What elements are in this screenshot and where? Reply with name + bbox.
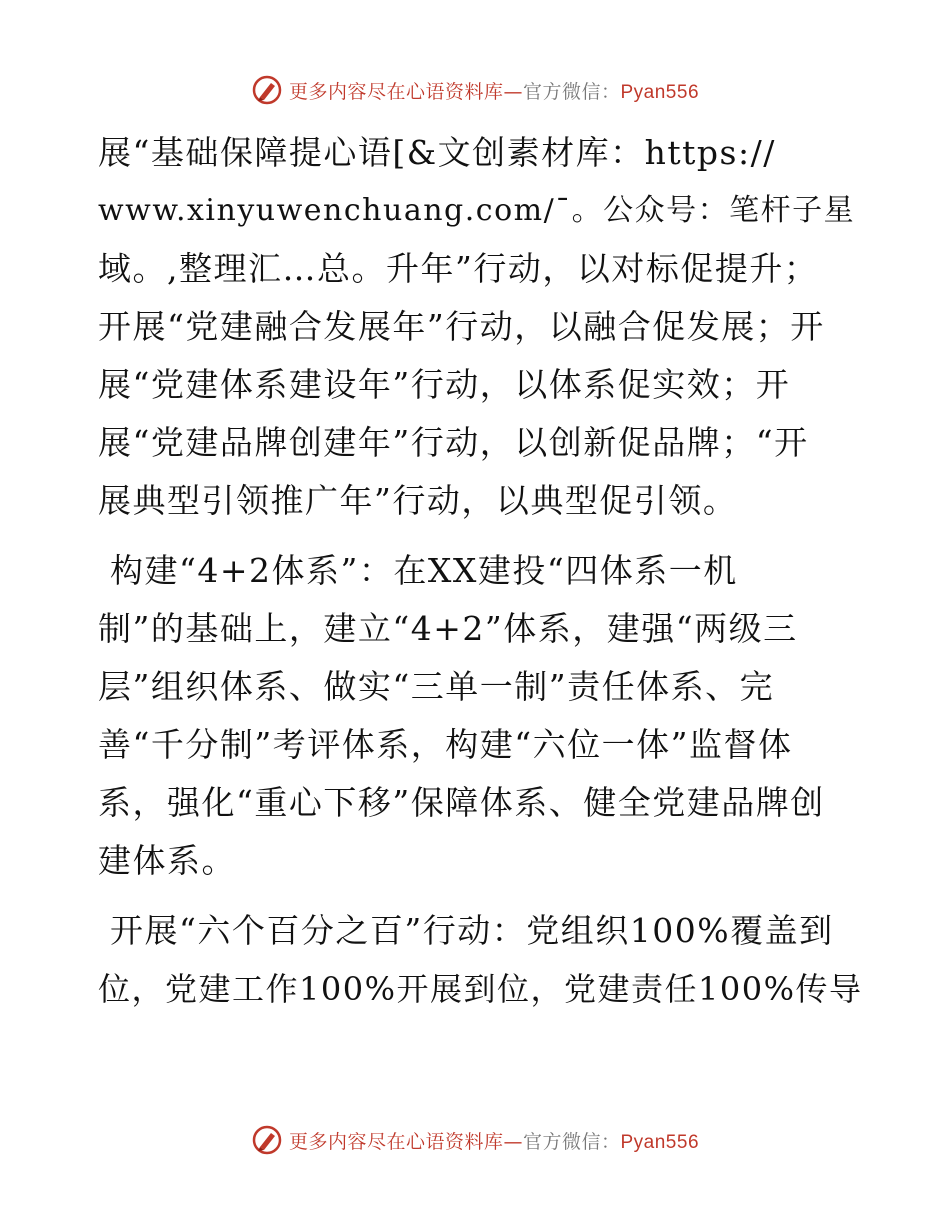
text-line: 域。,整理汇…总。升年”行动，以对标促提升；	[98, 249, 819, 288]
text-line: 展“党建体系建设年”行动，以体系促实效；开	[98, 365, 791, 404]
text-line: 位，党建工作100%开展到位，党建责任100%传导	[98, 970, 863, 1008]
text-line: www.xinyuwenchuang.com/¯。公众号：笔杆子星	[98, 193, 856, 228]
paragraph-3	[98, 902, 863, 1018]
text-line: 层”组织体系、做实“三单一制”责任体系、完	[98, 667, 775, 706]
text-line: 善“千分制”考评体系，构建“六位一体”监督体	[98, 725, 793, 764]
footer-banner-text: 更多内容尽在心语资料库—官方微信：Pyan556	[288, 1130, 700, 1153]
header-banner-text: 更多内容尽在心语资料库—官方微信：Pyan556	[288, 80, 700, 103]
text-line: 构建“4+2体系”：在XX建投“四体系一机	[110, 551, 738, 590]
text-line: 展“基础保障提心语[&文创素材库：https://	[98, 133, 776, 172]
text-line: 系，强化“重心下移”保障体系、健全党建品牌创	[98, 783, 825, 822]
text-line: 开展“党建融合发展年”行动，以融合促发展；开	[98, 307, 825, 346]
footer-banner	[0, 1120, 950, 1160]
paragraph-1	[98, 124, 858, 530]
header-banner	[0, 70, 950, 110]
text-line: 建体系。	[98, 841, 236, 880]
text-line: 开展“六个百分之百”行动：党组织100%覆盖到	[110, 911, 834, 950]
text-line: 展典型引领推广年”行动，以典型促引领。	[98, 481, 738, 520]
document-body	[98, 124, 863, 1030]
pen-logo-icon	[251, 74, 283, 106]
text-line: 展“党建品牌创建年”行动，以创新促品牌；“开	[98, 423, 809, 462]
paragraph-2	[98, 542, 858, 890]
text-line: 制”的基础上，建立“4+2”体系，建强“两级三	[98, 609, 798, 648]
pen-logo-icon	[251, 1124, 283, 1156]
